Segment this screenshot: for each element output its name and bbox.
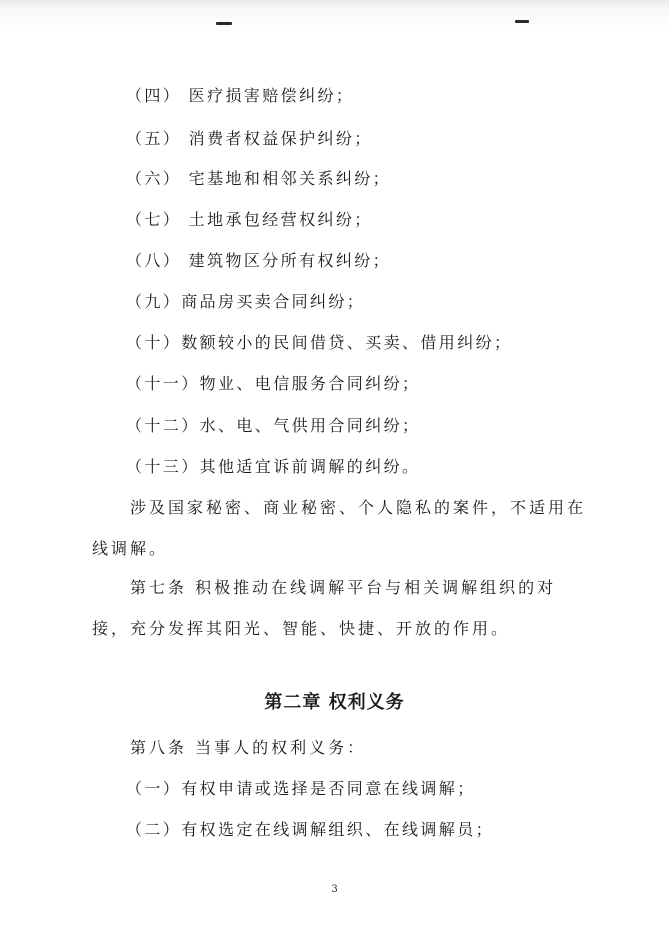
chapter-heading: 第二章 权利义务 <box>264 692 405 713</box>
list-item: （四） 医疗损害赔偿纠纷； <box>126 86 355 105</box>
list-item: （五） 消费者权益保护纠纷； <box>126 129 373 148</box>
page-number: 3 <box>331 884 338 895</box>
article-7-line-1: 第七条 积极推动在线调解平台与相关调解组织的对 <box>130 578 557 597</box>
list-item: （七） 土地承包经营权纠纷； <box>126 210 373 229</box>
list-item: （十二）水、电、气供用合同纠纷； <box>126 416 421 435</box>
list-item: （九）商品房买卖合同纠纷； <box>126 292 366 311</box>
list-item: （六） 宅基地和相邻关系纠纷； <box>126 169 392 188</box>
list-item: （二）有权选定在线调解组织、在线调解员； <box>126 820 495 839</box>
list-item: （十一）物业、电信服务合同纠纷； <box>126 374 421 393</box>
paragraph-exclusion-line-1: 涉及国家秘密、商业秘密、个人隐私的案件，不适用在 <box>130 498 587 517</box>
list-item: （十三）其他适宜诉前调解的纠纷。 <box>126 457 421 476</box>
paragraph-exclusion-line-2: 线调解。 <box>92 539 169 558</box>
list-item: （八） 建筑物区分所有权纠纷； <box>126 251 392 270</box>
article-7-line-2: 接，充分发挥其阳光、智能、快捷、开放的作用。 <box>92 619 511 638</box>
article-8-heading: 第八条 当事人的权利义务： <box>130 738 367 757</box>
list-item: （一）有权申请或选择是否同意在线调解； <box>126 779 476 798</box>
list-item: （十）数额较小的民间借贷、买卖、借用纠纷； <box>126 333 513 352</box>
